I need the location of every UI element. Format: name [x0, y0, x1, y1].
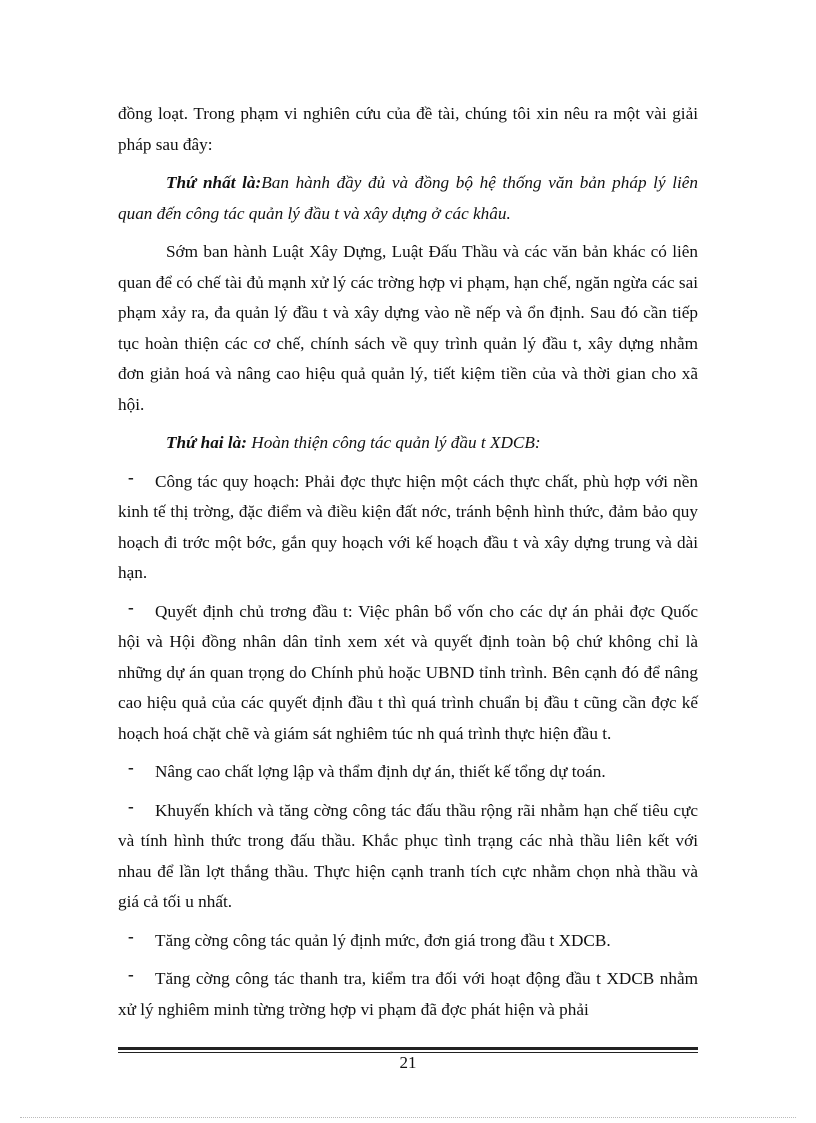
page-number: 21: [399, 1053, 417, 1072]
bullet-item: [118, 597, 698, 750]
intro-paragraph: [118, 99, 698, 160]
bullet-item: [118, 796, 698, 918]
bullet-item: [118, 964, 698, 1025]
law-paragraph: [118, 237, 698, 420]
second-solution-paragraph: [118, 428, 698, 459]
second-solution-lead: Thứ hai là:: [166, 433, 247, 452]
bullet-mark: -: [128, 965, 134, 984]
body-text: [118, 99, 698, 1025]
bullet-text-norms: Tăng cờng công tác quản lý định mức, đơn giá trong đầu t XDCB.: [155, 930, 611, 950]
second-solution-text: Hoàn thiện công tác quản lý đầu t XDCB:: [246, 433, 541, 452]
first-solution-text: Ban hành đầy đủ và đồng bộ hệ thống văn bản pháp lý liên quan đến công tác quản lý đầu t và xây dựng ở các khâu.: [118, 173, 699, 223]
bullet-text-investment-decision: Quyết định chủ trơng đầu t: Việc phân bổ vốn cho các dự án phải đợc Quốc hội và Hội đồng nhân dân tỉnh xem xét và quyết định toàn bộ chứ không chỉ là những dự án quan trọng do Chính phủ hoặc UBND tỉnh trình. Bên cạnh đó để nâng cao hiệu quả của các quyết định đầu t thì quá trình chuẩn bị đầu t cũng cần đợc kế hoạch hoá chặt chẽ và giám sát nghiêm túc nh quá trình thực hiện đầu t.: [118, 601, 698, 743]
bullet-mark: -: [128, 926, 134, 946]
bullet-mark: -: [128, 758, 134, 777]
bullet-item: [118, 757, 698, 788]
bullet-mark: -: [128, 796, 134, 816]
intro-text: đồng loạt. Trong phạm vi nghiên cứu của đề tài, chúng tôi xin nêu ra một vài giải pháp sau đây:: [118, 104, 698, 154]
first-solution-lead: Thứ nhất là:: [166, 173, 262, 192]
bullet-text-inspection: Tăng cờng công tác thanh tra, kiểm tra đối với hoạt động đầu t XDCB nhằm xử lý nghiêm minh từng trờng hợp vi phạm đã đợc phát hiện và phải: [118, 969, 698, 1019]
footer-rule-thick: [118, 1047, 698, 1050]
bullet-item: [118, 926, 698, 957]
bullet-text-bidding: Khuyến khích và tăng cờng công tác đấu thầu rộng rãi nhằm hạn chế tiêu cực và tính hình thức trong đấu thầu. Khắc phục tình trạng các nhà thầu liên kết với nhau để lần lợt thắng thầu. Thực hiện cạnh tranh tích cực nhằm chọn nhà thầu và giá cả tối u nhất.: [118, 800, 698, 911]
bullet-mark: -: [128, 467, 134, 487]
first-solution-paragraph: [118, 168, 698, 229]
page-bottom-border: [20, 1117, 796, 1118]
law-paragraph-text: Sớm ban hành Luật Xây Dựng, Luật Đấu Thầu và các văn bản khác có liên quan để có chế tài đủ mạnh xử lý các trờng hợp vi phạm, hạn chế, ngăn ngừa các sai phạm xảy ra, đa quản lý đầu t và xây dựng vào nề nếp và ổn định. Sau đó cần tiếp tục hoàn thiện các cơ chế, chính sách về quy trình quản lý đầu t, xây dựng nhằm đơn giản hoá và nâng cao hiệu quả quản lý, tiết kiệm tiền của và thời gian cho xã hội.: [118, 242, 698, 414]
bullet-text-planning: Công tác quy hoạch: Phải đợc thực hiện một cách thực chất, phù hợp với nền kinh tế thị trờng, đặc điểm và điều kiện đất nớc, tránh bệnh hình thức, đảm bảo quy hoạch đi trớc một bớc, gắn quy hoạch với kế hoạch đầu t và xây dựng trung và dài hạn.: [118, 471, 698, 582]
bullet-mark: -: [128, 597, 134, 617]
bullet-text-project-quality: Nâng cao chất lợng lập và thẩm định dự án, thiết kế tổng dự toán.: [155, 762, 606, 781]
bullet-item: [118, 467, 698, 589]
